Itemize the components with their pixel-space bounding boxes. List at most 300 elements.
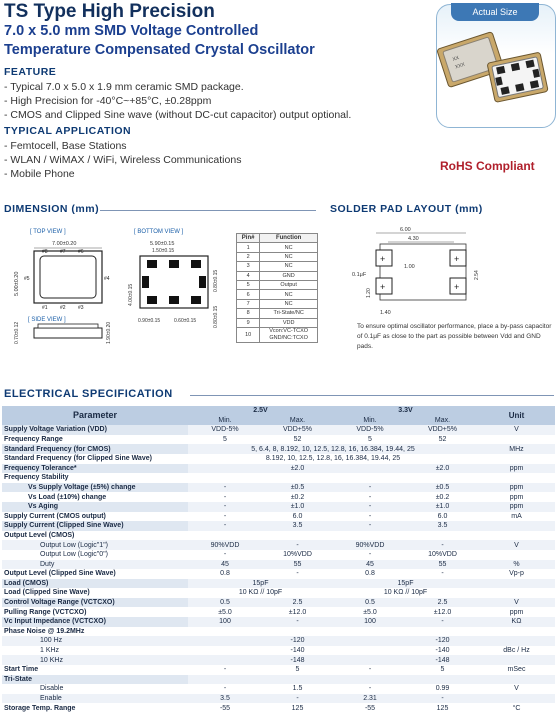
spec-value: ±1.0 — [435, 503, 450, 511]
spec-row — [2, 531, 555, 541]
spec-row — [2, 579, 555, 589]
spec-value: ±1.0 — [290, 503, 305, 511]
spec-parameter: Phase Noise @ 19.2MHz — [4, 627, 85, 635]
pin-row — [237, 327, 318, 342]
spec-value: 10%VDD — [428, 551, 457, 559]
pad-d5: 1.20 — [366, 288, 372, 298]
spec-value — [188, 627, 262, 637]
pin-function: Output — [260, 280, 318, 289]
spec-unit — [478, 435, 555, 445]
pin-function: GND — [260, 271, 318, 280]
spec-value — [262, 675, 333, 685]
spec-value: 2.31 — [363, 695, 377, 702]
spec-value — [333, 636, 407, 646]
pad-d2: 4.30 — [408, 236, 419, 242]
svg-text:+: + — [454, 282, 460, 292]
top-view-label: [ TOP VIEW ] — [30, 229, 66, 235]
spec-value: 100 — [219, 618, 231, 626]
divider — [100, 210, 316, 211]
spec-value: 55 — [438, 560, 447, 568]
spec-value — [333, 627, 407, 637]
pin-function: NC — [260, 243, 318, 252]
spec-unit: ppm — [509, 608, 524, 616]
crystal-photo — [437, 5, 555, 127]
pin-number: 1 — [237, 243, 260, 252]
svg-text:+: + — [380, 254, 386, 264]
capacitor-label: 0.1μF — [352, 272, 367, 278]
spec-value: -55 — [364, 704, 376, 712]
pin-number: 2 — [237, 252, 260, 261]
pin-label: #3 — [78, 305, 84, 311]
dim-h-b2: 0.80±0.15 — [213, 269, 219, 292]
pin-number: 3 — [237, 262, 260, 271]
spec-row — [2, 492, 555, 502]
spec-value — [188, 646, 262, 656]
spec-value: - — [223, 493, 227, 501]
spec-value: - — [368, 666, 372, 674]
pin-row — [237, 299, 318, 308]
col-unit: Unit — [478, 406, 555, 425]
product-title: TS Type High Precision — [4, 1, 215, 22]
spec-parameter: Enable — [40, 695, 62, 702]
feature-heading: FEATURE — [4, 66, 57, 78]
spec-value: 10%VDD — [283, 551, 312, 559]
feature-list — [4, 80, 351, 122]
spec-value: - — [296, 695, 299, 702]
spec-row — [2, 444, 555, 454]
spec-value: 52 — [438, 435, 447, 443]
spec-value: 15pF — [397, 579, 414, 587]
spec-value: -148 — [435, 656, 450, 664]
spec-value: 5 — [368, 435, 372, 443]
col-parameter: Parameter — [2, 406, 188, 425]
spec-parameter: Frequency Tolerance* — [2, 464, 188, 474]
spec-unit: V — [514, 685, 519, 693]
dim-w-bottom: 5.90±0.15 — [150, 241, 175, 247]
dim-w-b2: 1.50±0.15 — [152, 248, 175, 254]
spec-value: 15pF — [252, 579, 269, 587]
spec-parameter: Load (Clipped Sine Wave) — [4, 589, 90, 597]
spec-header-row — [2, 406, 555, 416]
pad-d3: 1.00 — [404, 264, 415, 270]
spec-value: -140 — [435, 647, 450, 655]
spec-value: - — [368, 483, 372, 491]
spec-parameter: Frequency Range — [4, 435, 63, 443]
spec-value: 0.8 — [365, 570, 375, 578]
application-item: - WLAN / WiMAX / WiFi, Wireless Communications — [4, 154, 242, 166]
spec-value: 90%VDD — [210, 541, 240, 549]
spec-value: - — [441, 695, 444, 702]
spec-value: - — [223, 685, 227, 693]
spec-unit — [478, 579, 555, 589]
spec-value: ±0.2 — [435, 493, 450, 501]
svg-text:+: + — [380, 282, 386, 292]
spec-parameter: 100 Hz — [40, 637, 63, 645]
actual-size-label: Actual Size — [451, 3, 539, 21]
spec-value — [188, 655, 262, 665]
spec-value: - — [368, 522, 372, 530]
spec-value: 3.5 — [292, 522, 303, 530]
spec-value: 45 — [221, 560, 229, 568]
spec-value: 3.5 — [437, 522, 448, 530]
dim-h-b3: 0.80±0.15 — [213, 305, 219, 328]
col-min: Min. — [333, 416, 407, 426]
dim-w-b3: 0.90±0.15 — [138, 318, 161, 324]
spec-value: VDD-5% — [356, 426, 384, 434]
spec-unit — [478, 550, 555, 560]
spec-value: ±0.2 — [290, 493, 305, 501]
col-pin: Pin# — [237, 234, 260, 243]
spec-value: ±12.0 — [288, 608, 307, 616]
spec-value — [188, 473, 262, 483]
spec-value — [262, 627, 333, 637]
spec-value: VDD+5% — [428, 426, 457, 434]
spec-row — [2, 655, 555, 665]
application-item: - Femtocell, Base Stations — [4, 140, 127, 152]
spec-parameter: Load (CMOS) — [2, 579, 188, 589]
spec-unit: mA — [511, 512, 522, 520]
spec-value — [407, 627, 478, 637]
pad-d4: 2.54 — [474, 270, 480, 280]
spec-parameter: Output Low (Logic"0") — [40, 551, 109, 559]
spec-value — [188, 636, 262, 646]
spec-value — [407, 531, 478, 541]
spec-row — [2, 569, 555, 579]
spec-value: ±2.0 — [435, 464, 450, 472]
pin-function: Tri-State/NC — [260, 309, 318, 318]
pin-function: NC — [260, 290, 318, 299]
pin-row — [237, 271, 318, 280]
col-max: Max. — [407, 416, 478, 426]
spec-value: 125 — [291, 704, 304, 712]
spec-value — [188, 675, 262, 685]
dimension-heading: DIMENSION (mm) — [4, 203, 100, 215]
spec-parameter: Standard Frequency (for CMOS) — [2, 444, 188, 454]
spec-parameter: Duty — [40, 560, 55, 568]
spec-unit — [478, 627, 555, 637]
electrical-heading: ELECTRICAL SPECIFICATION — [4, 388, 173, 400]
spec-row — [2, 502, 555, 512]
pin-row — [237, 243, 318, 252]
spec-parameter: Supply Voltage Variation (VDD) — [2, 425, 188, 435]
col-voltage-1: 2.5V — [188, 406, 333, 416]
col-min: Min. — [188, 416, 262, 426]
spec-unit: ppm — [509, 493, 524, 501]
spec-parameter: 1 KHz — [40, 647, 60, 655]
spec-value: - — [441, 570, 444, 578]
pin-number: 8 — [237, 309, 260, 318]
spec-value: VDD-5% — [211, 426, 239, 434]
spec-value: 2.5 — [292, 599, 303, 607]
pin-row — [237, 252, 318, 261]
spec-row — [2, 454, 555, 464]
spec-parameter: Vs Load (±10%) change — [28, 493, 107, 501]
rohs-badge: RoHS Compliant — [440, 159, 535, 173]
spec-value: 52 — [293, 435, 302, 443]
feature-item: - Typical 7.0 x 5.0 x 1.9 mm ceramic SMD package. — [4, 81, 244, 93]
bottom-view-label: [ BOTTOM VIEW ] — [134, 229, 184, 235]
spec-value: -140 — [290, 647, 305, 655]
spec-value — [262, 473, 333, 483]
feature-item: - High Precision for -40°C~+85°C, ±0.28ppm — [4, 95, 212, 107]
spec-parameter: Supply Current (Clipped Sine Wave) — [2, 521, 188, 531]
spec-value — [407, 473, 478, 483]
spec-value — [333, 464, 407, 474]
product-subtitle-line1: 7.0 x 5.0 mm SMD Voltage Controlled — [4, 23, 259, 39]
spec-unit: dBc / Hz — [503, 647, 530, 655]
spec-row — [2, 425, 555, 435]
spec-unit — [478, 454, 555, 464]
spec-value: ±2.0 — [290, 464, 305, 472]
spec-unit: V — [514, 426, 519, 434]
spec-unit: ppm — [509, 503, 524, 511]
dim-h-top: 5.00±0.20 — [14, 271, 20, 296]
spec-row — [2, 588, 555, 598]
spec-row — [2, 550, 555, 560]
spec-unit — [478, 694, 555, 704]
spec-value: - — [296, 541, 299, 549]
pin-number: 6 — [237, 290, 260, 299]
spec-value: 1.5 — [292, 685, 303, 693]
spec-parameter: Standard Frequency (for Clipped Sine Wave) — [4, 455, 152, 463]
spec-parameter: 10 KHz — [40, 656, 63, 664]
spec-value: -55 — [219, 704, 231, 712]
dim-w-b4: 0.60±0.15 — [174, 318, 197, 324]
pin-label: #8 — [42, 249, 48, 255]
spec-row — [2, 627, 555, 637]
spec-row — [2, 665, 555, 675]
spec-value: 5 — [223, 435, 227, 443]
spec-value: - — [223, 512, 227, 520]
pin-row — [237, 318, 318, 327]
pin-number: 4 — [237, 271, 260, 280]
pad-d1: 6.00 — [400, 227, 411, 233]
spec-row — [2, 560, 555, 570]
pin-function-table — [236, 233, 318, 343]
pin-table-header — [237, 234, 318, 243]
spec-value — [188, 531, 262, 541]
pin-row — [237, 262, 318, 271]
spec-value: ±12.0 — [433, 608, 452, 616]
spec-value: VDD+5% — [283, 426, 312, 434]
spec-value: - — [223, 522, 227, 530]
pin-function: NC — [260, 262, 318, 271]
application-item: - Mobile Phone — [4, 168, 75, 180]
spec-row — [2, 607, 555, 617]
spec-unit — [478, 675, 555, 685]
spec-value: 6.0 — [292, 512, 303, 520]
pin-number: 10 — [237, 327, 260, 342]
spec-unit — [478, 636, 555, 646]
svg-text:+: + — [454, 254, 460, 264]
spec-value: 5, 6.4, 8, 8.192, 10, 12.5, 12.8, 16, 16.384, 19.44, 25 — [251, 445, 415, 453]
spec-parameter: Storage Temp. Range — [4, 704, 76, 712]
col-max: Max. — [262, 416, 333, 426]
spec-value — [188, 464, 262, 474]
dim-w-top: 7.00±0.20 — [52, 241, 77, 247]
pin-function: VDD — [260, 318, 318, 327]
pin-number: 7 — [237, 299, 260, 308]
spec-value: -120 — [435, 637, 450, 645]
spec-parameter: Tri-State — [2, 675, 188, 685]
spec-unit: V — [514, 541, 519, 549]
spec-value: 0.99 — [435, 685, 450, 693]
feature-item: - CMOS and Clipped Sine wave (without DC-cut capacitor) output optional. — [4, 109, 352, 121]
spec-value: 8.192, 10, 12.5, 12.8, 16, 16.384, 19.44, 25 — [265, 455, 401, 463]
spec-value: ±0.5 — [435, 483, 450, 491]
spec-value: 55 — [293, 560, 302, 568]
spec-unit: ppm — [509, 464, 524, 472]
spec-row — [2, 646, 555, 656]
pin-number: 5 — [237, 280, 260, 289]
col-voltage-2: 3.3V — [333, 406, 478, 416]
spec-value: 0.5 — [220, 599, 230, 607]
spec-unit — [478, 473, 555, 483]
spec-value: 125 — [436, 704, 449, 712]
spec-value: 0.5 — [365, 599, 375, 607]
spec-unit: °C — [512, 704, 521, 712]
pin-function: NC — [260, 252, 318, 261]
dim-h-side: 0.70±0.12 — [14, 321, 20, 344]
spec-value — [333, 646, 407, 656]
spec-parameter: Control Voltage Range (VCTCXO) — [2, 598, 188, 608]
spec-unit: Vp-p — [509, 570, 524, 578]
solder-pad-drawing — [350, 222, 500, 320]
spec-value: - — [368, 551, 372, 559]
spec-row — [2, 464, 555, 474]
spec-row — [2, 435, 555, 445]
spec-value: - — [223, 483, 227, 491]
spec-parameter: Disable — [40, 685, 64, 693]
pin-row — [237, 290, 318, 299]
spec-value: - — [223, 666, 227, 674]
spec-value: -120 — [290, 637, 305, 645]
spec-value: 10 KΩ // 10pF — [238, 589, 283, 597]
electrical-spec-table — [2, 406, 555, 713]
product-subtitle-line2: Temperature Compensated Crystal Oscillator — [4, 42, 315, 58]
spec-parameter: Start Time — [4, 666, 39, 674]
spec-value — [333, 473, 407, 483]
pin-function: NC — [260, 299, 318, 308]
col-function: Function — [260, 234, 318, 243]
spec-row — [2, 636, 555, 646]
pad-d6: 1.40 — [380, 310, 391, 316]
pin-number: 9 — [237, 318, 260, 327]
application-list — [4, 139, 241, 181]
spec-value: 100 — [364, 618, 376, 626]
pin-label: #6 — [78, 249, 84, 255]
spec-row — [2, 617, 555, 627]
spec-value — [333, 675, 407, 685]
spec-parameter: Output Low (Logic"1") — [40, 541, 109, 549]
pin-label: #4 — [104, 276, 110, 282]
spec-parameter: Vs Aging — [2, 502, 188, 512]
divider — [190, 395, 554, 396]
spec-value: 6.0 — [437, 512, 448, 520]
spec-parameter: Pulling Range (VCTCXO) — [4, 608, 87, 616]
spec-value: - — [441, 618, 444, 626]
dim-h-b: 4.00±0.15 — [128, 283, 134, 306]
spec-row — [2, 598, 555, 608]
spec-row — [2, 675, 555, 685]
spec-parameter: Frequency Stability — [4, 474, 69, 482]
spec-value: 45 — [366, 560, 374, 568]
dim-h-total: 1.90±0.20 — [106, 321, 112, 344]
svg-text:XXX: XXX — [454, 61, 466, 71]
spec-unit: V — [514, 599, 519, 607]
svg-text:XX: XX — [451, 55, 461, 63]
spec-row — [2, 703, 555, 713]
spec-value: ±5.0 — [218, 608, 232, 616]
spec-value: ±5.0 — [363, 608, 377, 616]
pin-function: Vcon:VC-TCXO GND/NC:TCXO — [260, 327, 318, 342]
spec-value: 0.8 — [220, 570, 230, 578]
spec-value: 2.5 — [437, 599, 448, 607]
spec-unit — [478, 588, 555, 598]
spec-unit — [478, 531, 555, 541]
spec-parameter: Supply Current (CMOS output) — [4, 512, 106, 520]
spec-row — [2, 694, 555, 704]
pin-label: #7 — [60, 249, 66, 255]
spec-unit: mSec — [507, 666, 526, 674]
spec-value: - — [368, 493, 372, 501]
spec-value: 3.5 — [220, 695, 230, 702]
spec-unit: ppm — [509, 483, 524, 491]
actual-size-box — [436, 4, 556, 128]
application-heading: TYPICAL APPLICATION — [4, 125, 132, 137]
dimension-drawing — [10, 236, 236, 346]
spec-value: -148 — [290, 656, 305, 664]
spec-value: - — [368, 512, 372, 520]
pin-label: #5 — [24, 276, 30, 282]
spec-unit — [478, 521, 555, 531]
spec-row — [2, 540, 555, 550]
spec-value: - — [296, 570, 299, 578]
spec-unit: % — [513, 560, 520, 568]
spec-value: 90%VDD — [355, 541, 385, 549]
spec-unit: KΩ — [511, 618, 522, 626]
spec-parameter: Output Level (Clipped Sine Wave) — [4, 570, 116, 578]
spec-parameter: Vc Input Impedance (VCTCXO) — [2, 617, 188, 627]
solder-note: To ensure optimal oscillator performance, place a by-pass capacitor of 0.1μF as close to the part as possible between Vdd and GND pads. — [357, 323, 552, 350]
spec-value: ±0.5 — [290, 483, 305, 491]
spec-value: - — [223, 551, 227, 559]
spec-row — [2, 512, 555, 522]
spec-row — [2, 684, 555, 694]
spec-value — [333, 531, 407, 541]
spec-value: 5 — [440, 666, 445, 674]
spec-row — [2, 521, 555, 531]
spec-row — [2, 483, 555, 493]
spec-value: 10 KΩ // 10pF — [383, 589, 428, 597]
spec-unit: MHz — [509, 445, 524, 453]
spec-value: - — [296, 618, 299, 626]
spec-value — [333, 655, 407, 665]
spec-value: 5 — [295, 666, 300, 674]
side-view-label: [ SIDE VIEW ] — [28, 317, 66, 323]
spec-value: - — [223, 503, 227, 511]
pin-row — [237, 280, 318, 289]
spec-value — [407, 675, 478, 685]
spec-row — [2, 473, 555, 483]
pin-label: #1 — [42, 305, 48, 311]
spec-parameter: Vs Supply Voltage (±5%) change — [2, 483, 188, 493]
spec-parameter: Output Level (CMOS) — [4, 531, 75, 539]
solder-heading: SOLDER PAD LAYOUT (mm) — [330, 203, 483, 215]
spec-value: - — [368, 503, 372, 511]
spec-value: - — [368, 685, 372, 693]
spec-value — [262, 531, 333, 541]
